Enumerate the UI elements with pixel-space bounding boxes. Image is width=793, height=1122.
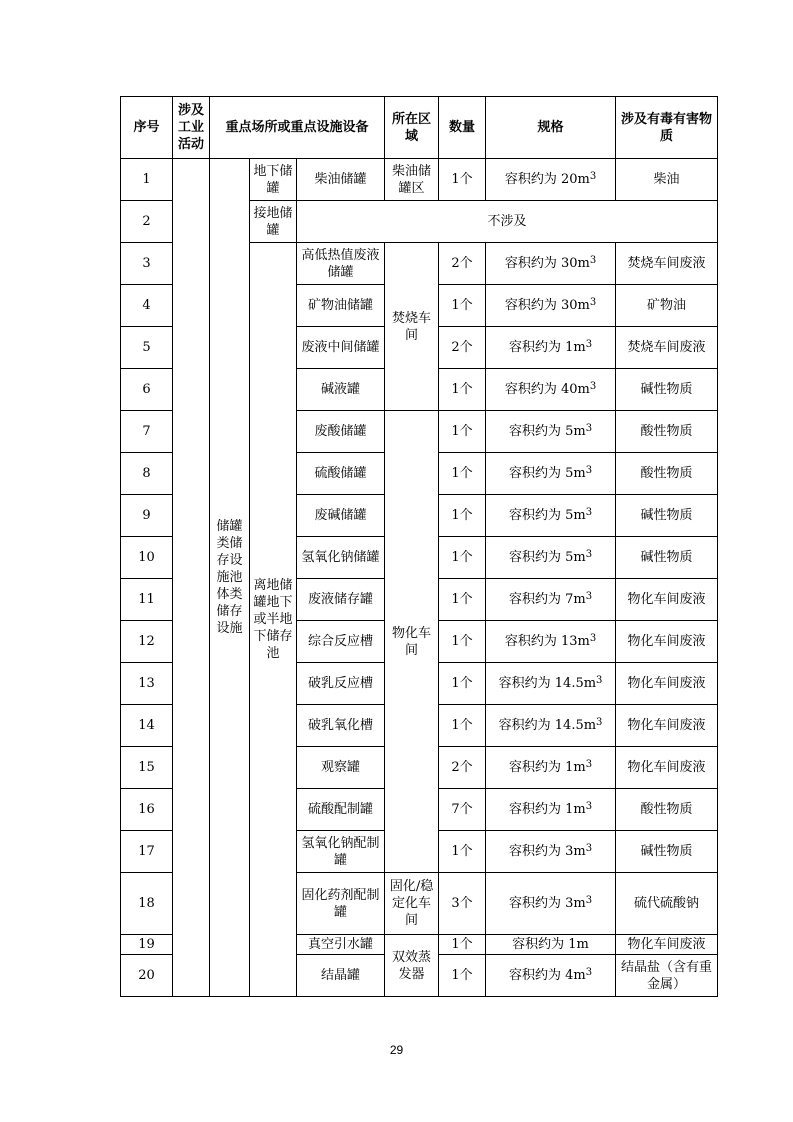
spec-text: 容积约为 7m (508, 592, 586, 607)
row-spec (486, 537, 616, 579)
page-number: 29 (389, 1043, 404, 1057)
spec-sup: 3 (585, 759, 593, 770)
spec-sup: 3 (585, 507, 593, 518)
row-spec (486, 831, 616, 873)
row-qty: 2个 (439, 243, 486, 285)
spec-text: 容积约为 14.5m (498, 676, 597, 691)
row-no: 2 (121, 201, 173, 243)
row-spec (486, 495, 616, 537)
row-no: 9 (121, 495, 173, 537)
spec-text: 容积约为 20m (504, 172, 590, 187)
header-facility: 重点场所或重点设施设备 (210, 97, 385, 159)
row-toxic: 物化车间废液 (616, 579, 718, 621)
row-toxic: 碱性物质 (616, 369, 718, 411)
row-qty: 1个 (439, 537, 486, 579)
facility-name: 氢氧化钠储罐 (297, 537, 385, 579)
ground-cell: 接地储罐 (250, 201, 297, 243)
spec-sup: 3 (596, 717, 603, 728)
row-toxic: 碱性物质 (616, 537, 718, 579)
facility-name: 碱液罐 (297, 369, 385, 411)
row-qty: 1个 (439, 411, 486, 453)
spec-sup: 3 (585, 423, 593, 434)
spec-sup: 3 (585, 843, 593, 854)
row-no: 20 (121, 955, 173, 997)
facility-name: 真空引水罐 (297, 935, 385, 955)
row-no: 6 (121, 369, 173, 411)
row-no: 1 (121, 159, 173, 201)
underground-cell: 地下储罐 (250, 159, 297, 201)
spec-text: 容积约为 30m (504, 298, 590, 313)
row-qty: 1个 (439, 495, 486, 537)
row-qty: 1个 (439, 159, 486, 201)
row-toxic: 酸性物质 (616, 453, 718, 495)
facility-name: 氢氧化钠配制罐 (297, 831, 385, 873)
spec-text: 容积约为 14.5m (498, 718, 597, 733)
row-spec (486, 411, 616, 453)
spec-sup: 3 (585, 895, 593, 906)
area-evaporator: 双效蒸发器 (385, 935, 439, 997)
spec-text: 容积约为 30m (504, 256, 590, 271)
row-no: 12 (121, 621, 173, 663)
row-spec (486, 243, 616, 285)
spec-sup: 3 (589, 297, 597, 308)
row-toxic: 焚烧车间废液 (616, 243, 718, 285)
header-activity: 涉及工业活动 (173, 97, 210, 159)
row-qty: 1个 (439, 935, 486, 955)
row-spec (486, 747, 616, 789)
facility-name: 综合反应槽 (297, 621, 385, 663)
row-qty: 3个 (439, 873, 486, 935)
row-no: 14 (121, 705, 173, 747)
row-no: 18 (121, 873, 173, 935)
row-qty: 7个 (439, 789, 486, 831)
row-no: 4 (121, 285, 173, 327)
facility-name: 结晶罐 (297, 955, 385, 997)
area-diesel: 柴油储罐区 (385, 159, 439, 201)
facility-name: 柴油储罐 (297, 159, 385, 201)
activity-cell (173, 159, 210, 997)
spec-text: 容积约为 1m (512, 937, 589, 952)
row-qty: 1个 (439, 663, 486, 705)
row-toxic: 酸性物质 (616, 411, 718, 453)
row-no: 13 (121, 663, 173, 705)
facility-name: 废液中间储罐 (297, 327, 385, 369)
row-spec (486, 327, 616, 369)
header-area: 所在区域 (385, 97, 439, 159)
row-qty: 1个 (439, 579, 486, 621)
spec-text: 容积约为 5m (508, 508, 586, 523)
row-no: 8 (121, 453, 173, 495)
area-incinerator: 焚烧车间 (385, 243, 439, 411)
header-toxic: 涉及有毒有害物质 (616, 97, 718, 159)
spec-sup: 3 (585, 465, 593, 476)
not-involved-cell: 不涉及 (297, 201, 718, 243)
spec-text: 容积约为 1m (508, 760, 586, 775)
spec-sup: 3 (589, 171, 597, 182)
row-no: 3 (121, 243, 173, 285)
row-spec (486, 369, 616, 411)
spec-text: 容积约为 5m (508, 550, 586, 565)
row-spec (486, 159, 616, 201)
spec-text: 容积约为 40m (504, 382, 590, 397)
facility-name: 废碱储罐 (297, 495, 385, 537)
header-seq: 序号 (121, 97, 173, 159)
header-spec: 规格 (486, 97, 616, 159)
facility-name: 破乳反应槽 (297, 663, 385, 705)
row-toxic: 物化车间废液 (616, 935, 718, 955)
row-spec (486, 705, 616, 747)
row-spec (486, 579, 616, 621)
header-row (121, 97, 718, 159)
row-qty: 2个 (439, 327, 486, 369)
row-no: 10 (121, 537, 173, 579)
row-toxic: 物化车间废液 (616, 747, 718, 789)
row-qty: 1个 (439, 705, 486, 747)
row-qty: 1个 (439, 285, 486, 327)
row-toxic: 物化车间废液 (616, 663, 718, 705)
spec-sup: 3 (589, 255, 597, 266)
spec-sup: 3 (585, 801, 593, 812)
facility-name: 废液储存罐 (297, 579, 385, 621)
row-no: 5 (121, 327, 173, 369)
row-qty: 1个 (439, 453, 486, 495)
row-qty: 1个 (439, 955, 486, 997)
row-no: 11 (121, 579, 173, 621)
spec-sup: 3 (589, 633, 597, 644)
row-toxic: 酸性物质 (616, 789, 718, 831)
spec-text: 容积约为 13m (504, 634, 590, 649)
row-toxic: 物化车间废液 (616, 621, 718, 663)
facility-name: 破乳氧化槽 (297, 705, 385, 747)
row-toxic: 柴油 (616, 159, 718, 201)
area-solidify: 固化/稳定化车间 (385, 873, 439, 935)
facility-name: 观察罐 (297, 747, 385, 789)
spec-sup: 3 (585, 967, 593, 978)
spec-text: 容积约为 4m (508, 968, 586, 983)
header-qty: 数量 (439, 97, 486, 159)
row-toxic: 结晶盐（含有重金属） (616, 955, 718, 997)
row-qty: 1个 (439, 831, 486, 873)
spec-sup: 3 (585, 339, 593, 350)
row-toxic: 碱性物质 (616, 495, 718, 537)
spec-sup: 3 (589, 381, 597, 392)
row-no: 17 (121, 831, 173, 873)
row-qty: 1个 (439, 369, 486, 411)
row-toxic: 矿物油 (616, 285, 718, 327)
row-no: 15 (121, 747, 173, 789)
facility-name: 硫酸配制罐 (297, 789, 385, 831)
row-toxic: 碱性物质 (616, 831, 718, 873)
facility-name: 废酸储罐 (297, 411, 385, 453)
row-qty: 2个 (439, 747, 486, 789)
facility-name: 固化药剂配制罐 (297, 873, 385, 935)
row-spec (486, 873, 616, 935)
spec-text: 容积约为 1m (508, 340, 586, 355)
row-no: 16 (121, 789, 173, 831)
row-spec (486, 955, 616, 997)
row-spec (486, 935, 616, 955)
spec-sup: 3 (585, 549, 593, 560)
spec-text: 容积约为 3m (508, 896, 586, 911)
category-cell (210, 159, 250, 997)
row-no: 7 (121, 411, 173, 453)
above-ground-cell: 离地储罐地下或半地下储存池 (250, 243, 297, 997)
spec-text: 容积约为 5m (508, 424, 586, 439)
spec-text: 容积约为 1m (508, 802, 586, 817)
area-physchem: 物化车间 (385, 411, 439, 873)
row-toxic: 焚烧车间废液 (616, 327, 718, 369)
row-spec (486, 285, 616, 327)
spec-sup: 3 (585, 591, 593, 602)
facility-table (120, 96, 718, 997)
row-toxic: 硫代硫酸钠 (616, 873, 718, 935)
row-no: 19 (121, 935, 173, 955)
facility-name: 高低热值废液储罐 (297, 243, 385, 285)
row-spec (486, 789, 616, 831)
spec-text: 容积约为 5m (508, 466, 586, 481)
row-spec (486, 453, 616, 495)
facility-name: 矿物油储罐 (297, 285, 385, 327)
spec-text: 容积约为 3m (508, 844, 586, 859)
facility-name: 硫酸储罐 (297, 453, 385, 495)
category-label: 储罐类储存设施池体类储存设施 (216, 519, 243, 636)
row-spec (486, 621, 616, 663)
row-spec (486, 663, 616, 705)
row-qty: 1个 (439, 621, 486, 663)
row-toxic: 物化车间废液 (616, 705, 718, 747)
spec-sup: 3 (596, 675, 603, 686)
